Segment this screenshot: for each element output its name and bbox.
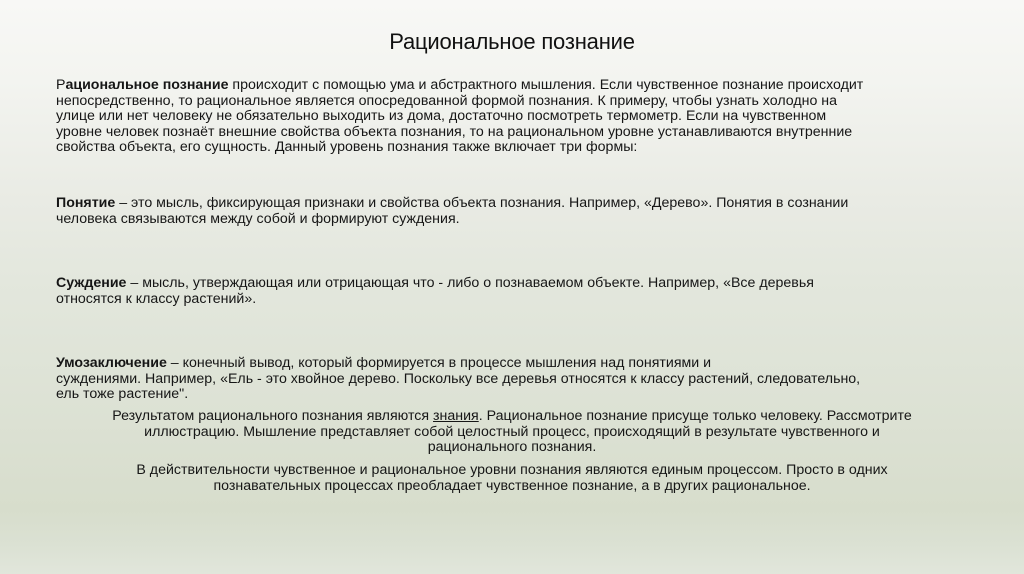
- intro-line-3: улице или нет человеку не обязательно выходить из дома, достаточно посмотреть термометр. Если на чувственном: [56, 108, 827, 125]
- form-term: Понятие: [56, 195, 116, 211]
- form-term: Умозаключение: [56, 355, 167, 371]
- intro-line-1: [56, 78, 976, 94]
- form-ponyatie-line-2: человека связываются между собой и формируют суждения.: [56, 210, 460, 227]
- form-definition: – это мысль, фиксирующая признаки и свойства объекта познания. Например, «Дерево». Понятия в сознании: [115, 195, 849, 211]
- intro-lead-bold: ациональное познание: [65, 77, 229, 93]
- form-umozakluchenie: [56, 356, 976, 403]
- form-umozakluchenie-line-2: суждениями. Например, «Ель - это хвойное дерево. Поскольку все деревья относятся к классу растений, следовательно,: [56, 370, 861, 387]
- result-paragraph: [50, 409, 974, 456]
- slide-title: Рациональное познание: [389, 29, 635, 54]
- knowledge-link[interactable]: знания: [433, 408, 479, 424]
- form-umozakluchenie-line-3: ель тоже растение".: [56, 386, 189, 403]
- result-text: Результатом рационального познания являются: [112, 408, 434, 424]
- intro-line-5: свойства объекта, его сущность. Данный уровень познания также включает три формы:: [56, 139, 638, 156]
- form-definition: – конечный вывод, который формируется в процессе мышления над понятиями и: [166, 355, 712, 371]
- reality-paragraph: [50, 463, 974, 494]
- form-term: Суждение: [56, 275, 127, 291]
- form-suzhdenie: [56, 276, 976, 307]
- form-suzhdenie-line-2: относятся к классу растений».: [56, 290, 257, 307]
- intro-lead-plain: Р: [56, 77, 66, 93]
- form-definition: – мысль, утверждающая или отрицающая что - либо о познаваемом объекте. Например, «Все деревья: [126, 275, 814, 291]
- intro-line-2: непосредственно, то рациональное является опосредованной формой познания. К примеру, чтобы узнать холодно на: [56, 92, 838, 109]
- intro-paragraph: [56, 78, 976, 156]
- reality-line-2: познавательных процессах преобладает чувственное познание, а в других рациональное.: [213, 477, 811, 494]
- form-ponyatie-line-1: [56, 196, 976, 212]
- form-ponyatie: [56, 196, 976, 227]
- result-text-after: . Рациональное познание присуще только человеку. Рассмотрите: [478, 408, 912, 424]
- intro-line-4: уровне человек познаёт внешние свойства объекта познания, то на рациональном уровне устанавливаются внутренние: [56, 123, 853, 140]
- form-suzhdenie-line-1: [56, 276, 976, 292]
- reality-line-1: В действительности чувственное и рациональное уровни познания являются единым процессом. Просто в одних: [136, 462, 888, 478]
- form-umozakluchenie-line-1: [56, 356, 976, 372]
- result-line-1: [50, 409, 974, 425]
- result-line-3: рационального познания.: [427, 439, 597, 456]
- result-line-2: иллюстрацию. Мышление представляет собой целостный процесс, происходящий в результате чувственного и: [144, 423, 880, 440]
- intro-text: происходит с помощью ума и абстрактного мышления. Если чувственное познание происходит: [228, 77, 864, 93]
